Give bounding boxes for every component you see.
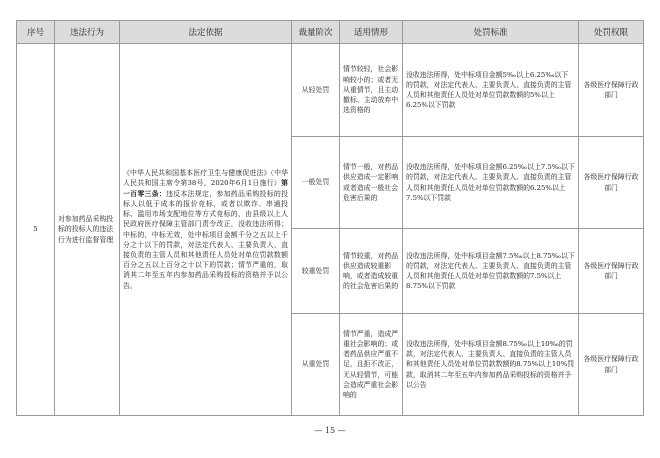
level-cell: 从重处罚 [292,314,340,416]
standard-cell: 没收违法所得，处中标项目金额6.25‰以上7.5‰以下的罚款，对法定代表人、主要负责人、直接负责的主管人员和其他责任人员处对单位罚款数额的6.25%以上7.5%以下罚款 [403,137,579,229]
authority-cell: 各级医疗保障行政部门 [579,137,644,229]
basis-text: 违反本法规定，参加药品采购投标的投标人以低于成本的报价竞标，或者以欺诈、串通投标、滥用市场支配地位等方式竞标的，由县级以上人民政府医疗保障主管部门责令改正，没收违法所得；中标的，中标无效，处中标项目金额千分之五以上千分之十以下的罚款，对法定代表人、主要负责人、直接负责的主管人员和其他责任人员处对单位罚款数额百分之五以上百分之十以下的罚款；情节严重的，取消其二年至五年内参加药品采购投标的资格并予以公告。 [123,189,289,290]
table-row [17,44,644,137]
circumstance-cell: 情节严重，造成严重社会影响的；或者药品供应严重不足，且拒不改正，无从轻情节，可能会造成严重社会影响的 [340,314,403,416]
circumstance-cell: 情节一般，对药品供应造成一定影响或者造成一般社会危害后果的 [340,137,403,229]
row-number: 5 [17,44,55,416]
header-row [17,21,644,44]
standard-cell: 没收违法所得，处中标项目金额5‰以上6.25‰以下的罚款，对法定代表人、主要负责人、直接负责的主管人员和其他责任人员处对单位罚款数额的5%以上6.25%以下罚款 [403,44,579,137]
circumstance-cell: 情节较重，对药品供应造成较重影响，或者造成较重的社会危害后果的 [340,229,403,314]
authority-cell: 各级医疗保障行政部门 [579,229,644,314]
level-cell: 从轻处罚 [292,44,340,137]
level-cell: 一般处罚 [292,137,340,229]
header-number: 序号 [17,21,55,44]
authority-cell: 各级医疗保障行政部门 [579,44,644,137]
circumstance-cell: 情节较轻，社会影响较小的；或者无从重情节，且主动撤标、主动放弃中选资格的 [340,44,403,137]
basis-article: 第一百零三条： [123,179,288,198]
violation-cell: 对参加药品采购投标的投标人的违法行为进行监督管理 [55,44,120,416]
basis-law-name: 《中华人民共和国基本医疗卫生与健康促进法》（中华人民共和国主席令第38号，2020年6月1日施行） [123,169,288,188]
header-level: 裁量阶次 [292,21,340,44]
header-authority: 处罚权限 [579,21,644,44]
legal-basis-cell [120,44,292,416]
penalty-table [16,20,644,416]
header-circumstance: 适用情形 [340,21,403,44]
level-cell: 较重处罚 [292,229,340,314]
authority-cell: 各级医疗保障行政部门 [579,314,644,416]
page-number: — 15 — [314,426,346,435]
header-violation: 违法行为 [55,21,120,44]
standard-cell: 没收违法所得，处中标项目金额8.75‰以上10‰的罚款，对法定代表人、主要负责人、直接负责的主管人员和其他责任人员处对单位罚款数额的8.75%以上10%罚款，取消其二年至五年内参加药品采购投标的资格并予以公告 [403,314,579,416]
header-basis: 法定依据 [120,21,292,44]
standard-cell: 没收违法所得，处中标项目金额7.5‰以上8.75‰以下的罚款，对法定代表人、主要负责人、直接负责的主管人员和其他责任人员处对单位罚款数额的7.5%以上8.75%以下罚款 [403,229,579,314]
header-standard: 处罚标准 [403,21,579,44]
